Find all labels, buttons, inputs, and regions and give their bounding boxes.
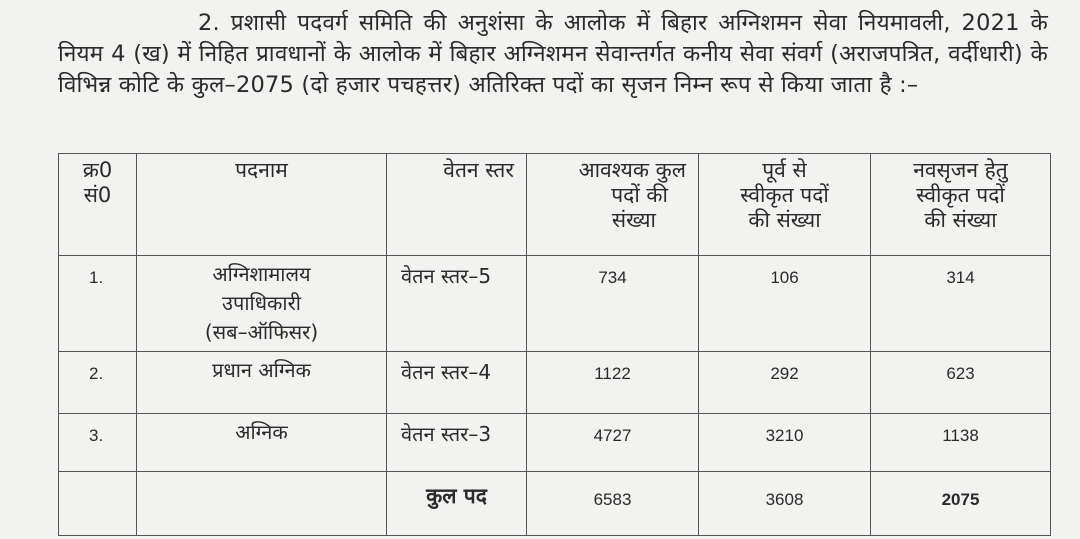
row-post-name-line1: प्रधान अग्निक (212, 358, 311, 382)
row-existing: 106 (699, 256, 871, 352)
posts-table (58, 153, 1051, 536)
row-new: 1138 (871, 414, 1051, 472)
row-pay-level: वेतन स्तर–5 (387, 256, 527, 352)
row-post-name-line3: (सब–ऑफिसर) (204, 320, 319, 344)
row-post-name-line2: उपाधिकारी (222, 291, 301, 315)
header-post-name-text: पदनाम (235, 158, 288, 182)
row-post-name (137, 352, 387, 414)
header-sn-line2: सं0 (83, 183, 112, 207)
header-required-line1: आवश्यक कुल (578, 158, 686, 182)
row-new: 623 (871, 352, 1051, 414)
table-row (59, 414, 1051, 472)
total-new: 2075 (871, 472, 1051, 536)
row-required: 4727 (527, 414, 699, 472)
header-existing-line2: स्वीकृत पदों (740, 183, 829, 207)
row-post-name (137, 256, 387, 352)
row-sn: 2. (59, 352, 137, 414)
row-required: 1122 (527, 352, 699, 414)
header-required-line3: संख्या (611, 208, 656, 232)
total-name-cell (137, 472, 387, 536)
header-existing-line1: पूर्व से (762, 158, 807, 182)
row-sn: 1. (59, 256, 137, 352)
row-post-name-line1: अग्निशामालय (212, 262, 311, 286)
header-sn-line1: क्र0 (82, 158, 113, 182)
row-existing: 292 (699, 352, 871, 414)
row-pay-level: वेतन स्तर–3 (387, 414, 527, 472)
header-required (527, 154, 699, 256)
header-pay-level-text: वेतन स्तर (443, 158, 514, 182)
header-existing (699, 154, 871, 256)
header-post-name (137, 154, 387, 256)
header-new-line2: स्वीकृत पदों (916, 183, 1005, 207)
header-new (871, 154, 1051, 256)
header-new-line3: की संख्या (924, 208, 997, 232)
header-sn (59, 154, 137, 256)
header-new-line1: नवसृजन हेतु (913, 158, 1008, 182)
table-row (59, 352, 1051, 414)
header-existing-line3: की संख्या (748, 208, 821, 232)
row-sn: 3. (59, 414, 137, 472)
row-existing: 3210 (699, 414, 871, 472)
row-required: 734 (527, 256, 699, 352)
intro-paragraph (58, 8, 1048, 101)
total-sn-cell (59, 472, 137, 536)
table-row (59, 256, 1051, 352)
total-required: 6583 (527, 472, 699, 536)
total-existing: 3608 (699, 472, 871, 536)
row-pay-level: वेतन स्तर–4 (387, 352, 527, 414)
header-pay-level (387, 154, 527, 256)
total-row (59, 472, 1051, 536)
row-post-name-line1: अग्निक (235, 420, 288, 444)
row-new: 314 (871, 256, 1051, 352)
total-label: कुल पद (387, 472, 527, 536)
header-required-line2: पदों की (611, 183, 668, 207)
row-post-name (137, 414, 387, 472)
paragraph-text: 2. प्रशासी पदवर्ग समिति की अनुशंसा के आलोक में बिहार अग्निशमन सेवा नियमावली, 2021 के नियम 4 (ख) में निहित प्रावधानों के आलोक में बिहार अग्निशमन सेवान्तर्गत कनीय सेवा संवर्ग (अराजपत्रित, वर्दीधारी) के विभिन्न कोटि के कुल–2075 (दो हजार पचहत्तर) अतिरिक्त पदों का सृजन निम्न रूप से किया जाता है :– (58, 10, 1048, 98)
header-row (59, 154, 1051, 256)
